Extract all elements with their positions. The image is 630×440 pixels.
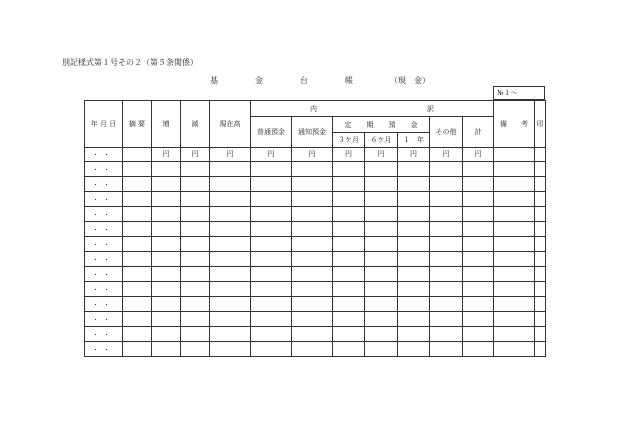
ledger-cell[interactable]	[463, 237, 494, 252]
ledger-cell[interactable]	[463, 267, 494, 282]
ledger-cell[interactable]	[463, 312, 494, 327]
date-cell[interactable]: ・・	[85, 282, 123, 297]
ledger-cell[interactable]	[181, 267, 210, 282]
ledger-cell[interactable]	[365, 192, 398, 207]
ledger-cell[interactable]	[181, 252, 210, 267]
ledger-cell[interactable]	[292, 252, 333, 267]
date-cell[interactable]: ・・	[85, 192, 123, 207]
ledger-cell[interactable]	[430, 252, 463, 267]
ledger-row	[85, 207, 546, 222]
ledger-cell[interactable]	[494, 162, 535, 177]
ledger-cell[interactable]	[494, 148, 535, 162]
ledger-cell[interactable]	[463, 222, 494, 237]
ledger-cell[interactable]	[535, 192, 546, 207]
yen-unit-cell[interactable]: 円	[398, 148, 430, 162]
yen-unit-cell[interactable]: 円	[181, 148, 210, 162]
ledger-cell[interactable]	[251, 282, 292, 297]
date-cell[interactable]: ・・	[85, 327, 123, 342]
ledger-cell[interactable]	[152, 267, 181, 282]
ledger-cell[interactable]	[398, 327, 430, 342]
header-other: その他	[430, 117, 463, 148]
ledger-cell[interactable]	[535, 252, 546, 267]
ledger-cell[interactable]	[292, 207, 333, 222]
ledger-cell[interactable]	[398, 192, 430, 207]
date-cell[interactable]: ・・	[85, 252, 123, 267]
yen-unit-cell[interactable]: 円	[292, 148, 333, 162]
ledger-cell[interactable]	[251, 207, 292, 222]
ledger-cell[interactable]	[152, 237, 181, 252]
ledger-cell[interactable]	[181, 312, 210, 327]
ledger-cell[interactable]	[333, 177, 365, 192]
ledger-cell[interactable]	[123, 342, 152, 357]
ledger-cell[interactable]	[123, 148, 152, 162]
ledger-cell[interactable]	[398, 342, 430, 357]
ledger-cell[interactable]	[430, 162, 463, 177]
ledger-cell[interactable]	[181, 222, 210, 237]
ledger-cell[interactable]	[181, 162, 210, 177]
ledger-cell[interactable]	[210, 222, 251, 237]
ledger-cell[interactable]	[535, 342, 546, 357]
ledger-cell[interactable]	[398, 162, 430, 177]
ledger-cell[interactable]	[292, 312, 333, 327]
fixed-char: 期	[366, 120, 374, 129]
ledger-cell[interactable]	[494, 267, 535, 282]
ledger-row	[85, 162, 546, 177]
header-decrease: 減	[181, 101, 210, 148]
ledger-cell[interactable]	[181, 282, 210, 297]
fixed-char: 定	[344, 120, 352, 129]
ledger-cell[interactable]	[210, 312, 251, 327]
ledger-row	[85, 267, 546, 282]
ledger-row	[85, 297, 546, 312]
ledger-cell[interactable]	[365, 222, 398, 237]
title-char: 帳	[345, 76, 353, 85]
fixed-char: 金	[410, 120, 418, 129]
breakdown-left: 内	[310, 104, 317, 113]
ledger-cell[interactable]	[251, 192, 292, 207]
ledger-cell[interactable]	[430, 222, 463, 237]
header-term-1-year: １ 年	[398, 133, 430, 148]
ledger-cell[interactable]	[251, 297, 292, 312]
ledger-cell[interactable]	[292, 177, 333, 192]
ledger-cell[interactable]	[251, 312, 292, 327]
ledger-cell[interactable]	[152, 327, 181, 342]
yen-unit-cell[interactable]: 円	[365, 148, 398, 162]
header-term-6-months: ６ケ月	[365, 133, 398, 148]
ledger-cell[interactable]	[123, 327, 152, 342]
ledger-row	[85, 327, 546, 342]
date-cell[interactable]: ・・	[85, 342, 123, 357]
ledger-cell[interactable]	[210, 252, 251, 267]
ledger-cell[interactable]	[535, 267, 546, 282]
ledger-cell[interactable]	[251, 162, 292, 177]
ledger-cell[interactable]	[430, 237, 463, 252]
ledger-cell[interactable]	[365, 342, 398, 357]
header-breakdown	[251, 101, 494, 117]
ledger-cell[interactable]	[251, 252, 292, 267]
ledger-cell[interactable]	[494, 237, 535, 252]
ledger-row	[85, 312, 546, 327]
ledger-cell[interactable]	[210, 207, 251, 222]
ledger-cell[interactable]	[365, 327, 398, 342]
ledger-cell[interactable]	[210, 342, 251, 357]
breakdown-right: 訳	[427, 104, 435, 113]
form-reference: 別記様式第１号その２（第５条関係）	[62, 58, 198, 67]
ledger-cell[interactable]	[398, 297, 430, 312]
ledger-cell[interactable]	[333, 267, 365, 282]
date-cell[interactable]: ・・	[85, 177, 123, 192]
ledger-cell[interactable]	[333, 222, 365, 237]
ledger-cell[interactable]	[292, 192, 333, 207]
header-remarks: 備 考	[494, 101, 535, 148]
ledger-cell[interactable]	[210, 237, 251, 252]
ledger-cell[interactable]	[365, 237, 398, 252]
ledger-cell[interactable]	[430, 207, 463, 222]
header-summary: 摘 要	[123, 101, 152, 148]
header-current-balance: 現在高	[210, 101, 251, 148]
header-fixed-deposit	[333, 117, 430, 133]
ledger-cell[interactable]	[292, 282, 333, 297]
ledger-cell[interactable]	[494, 177, 535, 192]
ledger-cell[interactable]	[152, 312, 181, 327]
ledger-cell[interactable]	[494, 327, 535, 342]
header-date: 年 月 日	[85, 101, 123, 148]
ledger-cell[interactable]	[398, 312, 430, 327]
ledger-cell[interactable]	[535, 222, 546, 237]
ledger-cell[interactable]	[333, 252, 365, 267]
ledger-cell[interactable]	[494, 207, 535, 222]
ledger-cell[interactable]	[365, 177, 398, 192]
ledger-row	[85, 222, 546, 237]
ledger-cell[interactable]	[292, 327, 333, 342]
ledger-cell[interactable]	[123, 252, 152, 267]
ledger-cell[interactable]	[430, 327, 463, 342]
ledger-cell[interactable]	[251, 177, 292, 192]
yen-unit-cell[interactable]: 円	[463, 148, 494, 162]
ledger-cell[interactable]	[430, 342, 463, 357]
ledger-title	[210, 75, 430, 86]
ledger-cell[interactable]	[430, 297, 463, 312]
ledger-cell[interactable]	[430, 312, 463, 327]
ledger-row	[85, 252, 546, 267]
ledger-cell[interactable]	[365, 267, 398, 282]
page-number-box: №１～	[493, 86, 545, 100]
ledger-cell[interactable]	[210, 297, 251, 312]
yen-unit-cell[interactable]: 円	[430, 148, 463, 162]
ledger-cell[interactable]	[210, 192, 251, 207]
ledger-cell[interactable]	[494, 297, 535, 312]
ledger-cell[interactable]	[292, 342, 333, 357]
ledger-cell[interactable]	[123, 207, 152, 222]
ledger-cell[interactable]	[123, 192, 152, 207]
ledger-table	[84, 100, 546, 357]
title-char: 金	[255, 76, 263, 85]
ledger-cell[interactable]	[292, 222, 333, 237]
ledger-row	[85, 148, 546, 162]
ledger-row	[85, 237, 546, 252]
ledger-cell[interactable]	[535, 177, 546, 192]
ledger-cell[interactable]	[333, 237, 365, 252]
date-cell[interactable]: ・・	[85, 297, 123, 312]
ledger-cell[interactable]	[333, 207, 365, 222]
fixed-char: 預	[388, 120, 396, 129]
ledger-cell[interactable]	[123, 162, 152, 177]
ledger-cell[interactable]	[210, 162, 251, 177]
yen-unit-cell[interactable]: 円	[210, 148, 251, 162]
ledger-cell[interactable]	[365, 162, 398, 177]
ledger-cell[interactable]	[430, 177, 463, 192]
ledger-cell[interactable]	[181, 327, 210, 342]
ledger-cell[interactable]	[123, 282, 152, 297]
date-cell[interactable]: ・・	[85, 207, 123, 222]
ledger-cell[interactable]	[463, 342, 494, 357]
date-cell[interactable]: ・・	[85, 237, 123, 252]
ledger-cell[interactable]	[398, 222, 430, 237]
ledger-cell[interactable]	[398, 282, 430, 297]
ledger-row	[85, 342, 546, 357]
date-cell[interactable]: ・・	[85, 148, 123, 162]
header-term-3-months: ３ケ月	[333, 133, 365, 148]
ledger-cell[interactable]	[292, 297, 333, 312]
ledger-cell[interactable]	[292, 267, 333, 282]
header-notice-deposit: 通知預金	[292, 117, 333, 148]
header-increase: 増	[152, 101, 181, 148]
ledger-cell[interactable]	[152, 342, 181, 357]
ledger-cell[interactable]	[181, 177, 210, 192]
ledger-cell[interactable]	[152, 207, 181, 222]
ledger-cell[interactable]	[365, 252, 398, 267]
ledger-cell[interactable]	[463, 282, 494, 297]
ledger-cell[interactable]	[333, 327, 365, 342]
ledger-cell[interactable]	[152, 282, 181, 297]
ledger-cell[interactable]	[152, 192, 181, 207]
ledger-cell[interactable]	[365, 282, 398, 297]
ledger-cell[interactable]	[494, 252, 535, 267]
ledger-cell[interactable]	[210, 282, 251, 297]
ledger-cell[interactable]	[210, 267, 251, 282]
ledger-cell[interactable]	[463, 297, 494, 312]
header-ordinary-deposit: 普通預金	[251, 117, 292, 148]
ledger-cell[interactable]	[463, 192, 494, 207]
ledger-cell[interactable]	[123, 237, 152, 252]
ledger-cell[interactable]	[152, 252, 181, 267]
ledger-cell[interactable]	[365, 297, 398, 312]
ledger-cell[interactable]	[181, 207, 210, 222]
ledger-cell[interactable]	[123, 177, 152, 192]
ledger-cell[interactable]	[292, 237, 333, 252]
ledger-cell[interactable]	[430, 267, 463, 282]
ledger-cell[interactable]	[398, 207, 430, 222]
ledger-cell[interactable]	[123, 312, 152, 327]
ledger-cell[interactable]	[152, 162, 181, 177]
date-cell[interactable]: ・・	[85, 222, 123, 237]
date-cell[interactable]: ・・	[85, 162, 123, 177]
ledger-cell[interactable]	[494, 342, 535, 357]
ledger-cell[interactable]	[333, 282, 365, 297]
title-cash-label: （現 金）	[390, 76, 430, 85]
ledger-cell[interactable]	[123, 297, 152, 312]
header-seal: 印	[535, 101, 546, 148]
ledger-cell[interactable]	[292, 162, 333, 177]
ledger-cell[interactable]	[463, 252, 494, 267]
ledger-cell[interactable]	[398, 267, 430, 282]
ledger-cell[interactable]	[535, 148, 546, 162]
ledger-cell[interactable]	[535, 162, 546, 177]
ledger-cell[interactable]	[463, 327, 494, 342]
ledger-cell[interactable]	[251, 342, 292, 357]
ledger-cell[interactable]	[251, 267, 292, 282]
ledger-cell[interactable]	[123, 222, 152, 237]
ledger-cell[interactable]	[398, 177, 430, 192]
ledger-cell[interactable]	[535, 282, 546, 297]
ledger-cell[interactable]	[333, 312, 365, 327]
ledger-cell[interactable]	[152, 297, 181, 312]
title-char: 台	[300, 76, 308, 85]
ledger-cell[interactable]	[152, 222, 181, 237]
ledger-cell[interactable]	[181, 237, 210, 252]
ledger-cell[interactable]	[430, 282, 463, 297]
ledger-cell[interactable]	[365, 207, 398, 222]
ledger-cell[interactable]	[463, 207, 494, 222]
ledger-cell[interactable]	[463, 162, 494, 177]
ledger-cell[interactable]	[251, 237, 292, 252]
ledger-cell[interactable]	[333, 192, 365, 207]
ledger-cell[interactable]	[398, 252, 430, 267]
ledger-cell[interactable]	[494, 282, 535, 297]
ledger-cell[interactable]	[333, 342, 365, 357]
ledger-cell[interactable]	[535, 312, 546, 327]
ledger-cell[interactable]	[251, 327, 292, 342]
ledger-cell[interactable]	[181, 192, 210, 207]
ledger-cell[interactable]	[210, 327, 251, 342]
ledger-cell[interactable]	[365, 312, 398, 327]
ledger-cell[interactable]	[123, 267, 152, 282]
ledger-cell[interactable]	[463, 177, 494, 192]
ledger-cell[interactable]	[430, 192, 463, 207]
ledger-cell[interactable]	[333, 297, 365, 312]
yen-unit-cell[interactable]: 円	[152, 148, 181, 162]
ledger-cell[interactable]	[535, 327, 546, 342]
ledger-cell[interactable]	[251, 222, 292, 237]
ledger-cell[interactable]	[333, 162, 365, 177]
ledger-cell[interactable]	[398, 237, 430, 252]
ledger-cell[interactable]	[181, 297, 210, 312]
ledger-cell[interactable]	[181, 342, 210, 357]
date-cell[interactable]: ・・	[85, 267, 123, 282]
ledger-cell[interactable]	[494, 222, 535, 237]
ledger-row	[85, 177, 546, 192]
yen-unit-cell[interactable]: 円	[333, 148, 365, 162]
ledger-cell[interactable]	[152, 177, 181, 192]
ledger-cell[interactable]	[535, 297, 546, 312]
yen-unit-cell[interactable]: 円	[251, 148, 292, 162]
header-total: 計	[463, 117, 494, 148]
ledger-row	[85, 282, 546, 297]
ledger-cell[interactable]	[494, 312, 535, 327]
ledger-cell[interactable]	[535, 207, 546, 222]
ledger-cell[interactable]	[210, 177, 251, 192]
ledger-cell[interactable]	[535, 237, 546, 252]
ledger-cell[interactable]	[494, 192, 535, 207]
ledger-row	[85, 192, 546, 207]
date-cell[interactable]: ・・	[85, 312, 123, 327]
title-char: 基	[210, 76, 218, 85]
